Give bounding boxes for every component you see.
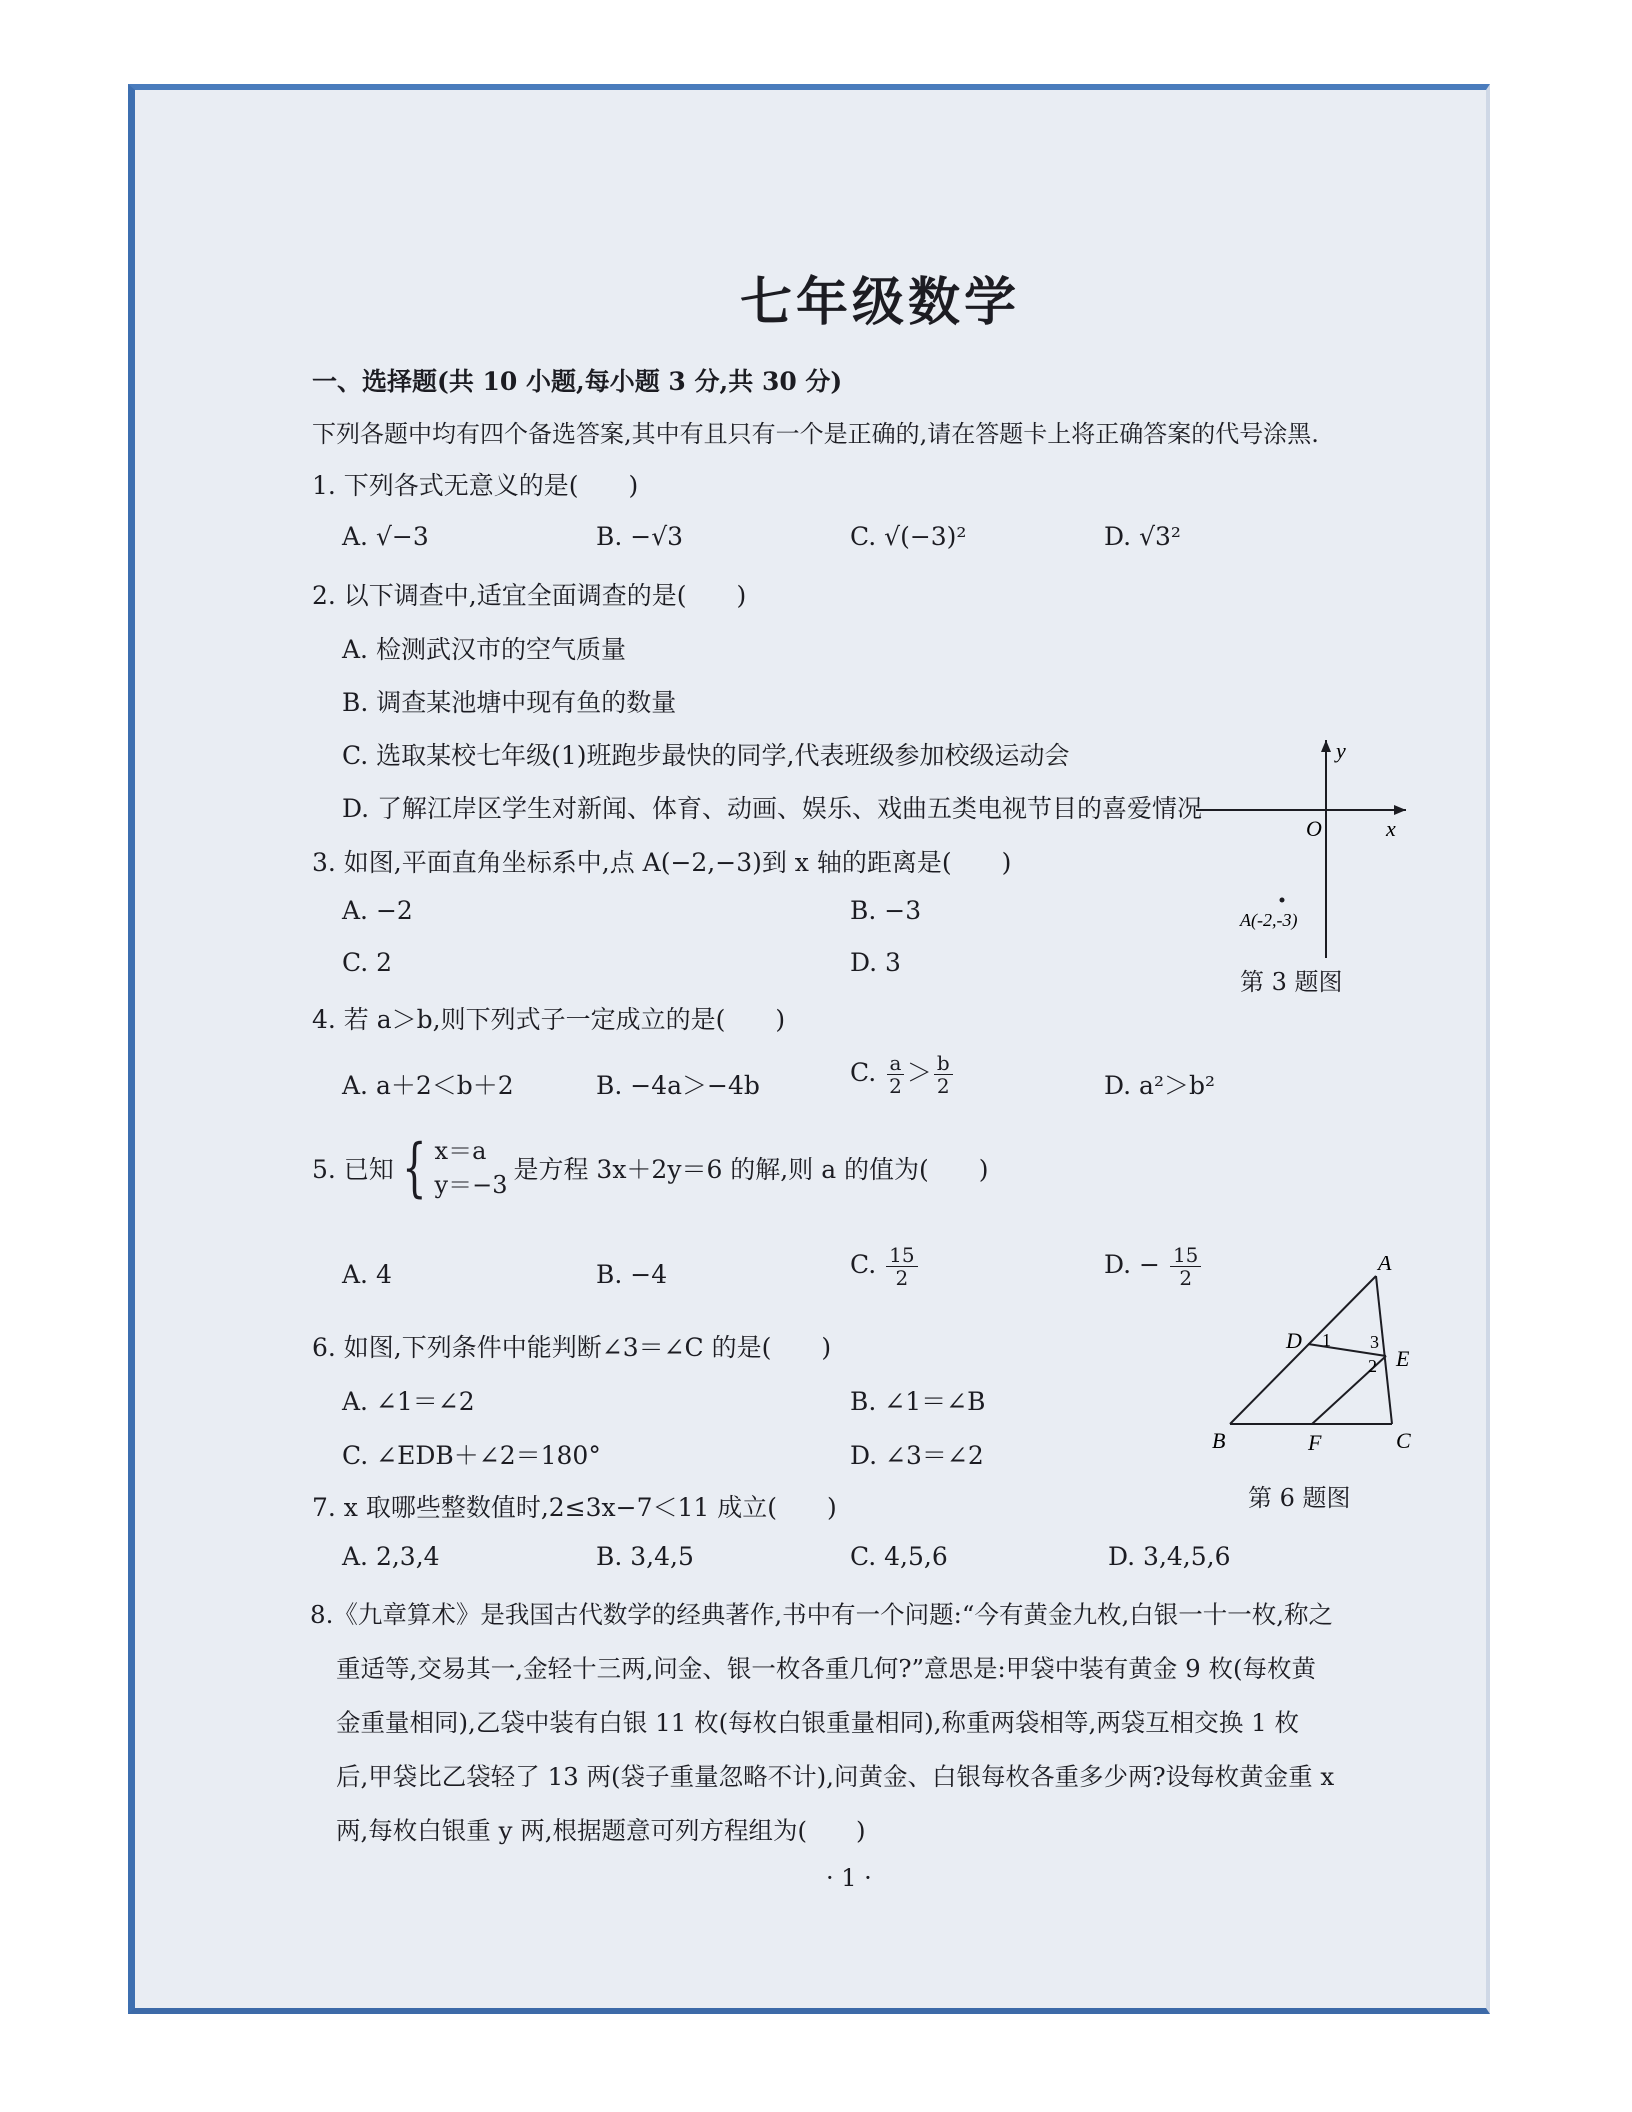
q5-option-d: D. − $\frac{15}{2}$ [1104,1244,1203,1289]
q5-option-c: C. $\frac{15}{2}$ [850,1244,920,1289]
system-brace: { [401,1131,427,1205]
q6-option-a: A. ∠1＝∠2 [342,1387,475,1416]
angle-2-label: 2 [1368,1356,1377,1376]
section-instruction: 下列各题中均有四个备选答案,其中有且只有一个是正确的,请在答题卡上将正确答案的代号涂黑. [312,420,1319,448]
q7-option-d: D. 3,4,5,6 [1108,1542,1231,1571]
vertex-a-label: A [1378,1256,1392,1275]
q3-option-b: B. −3 [850,896,922,925]
q1-option-d: D. √3² [1104,522,1181,551]
q7-option-a: A. 2,3,4 [342,1542,440,1571]
q3-stem: 3. 如图,平面直角坐标系中,点 A(−2,−3)到 x 轴的距离是( ) [312,848,1012,877]
y-axis-arrow [1321,740,1331,752]
q6-stem: 6. 如图,下列条件中能判断∠3＝∠C 的是( ) [312,1333,832,1362]
vertex-b-label: B [1212,1428,1226,1453]
q4-option-a: A. a＋2＜b＋2 [342,1071,514,1100]
vertex-c-label: C [1396,1428,1411,1453]
q6-triangle-figure [1208,1256,1438,1456]
angle-1-label: 1 [1322,1330,1331,1350]
q4-option-b: B. −4a＞−4b [596,1071,760,1100]
q4-stem: 4. 若 a＞b,则下列式子一定成立的是( ) [312,1005,786,1034]
x-axis-arrow [1394,805,1406,815]
q2-option-b: B. 调查某池塘中现有鱼的数量 [342,688,677,717]
q3-option-a: A. −2 [342,896,413,925]
q1-option-b: B. −√3 [596,522,684,551]
q8-line-5: 两,每枚白银重 y 两,根据题意可列方程组为( ) [336,1816,866,1845]
q6-option-b: B. ∠1＝∠B [850,1387,986,1416]
y-axis-label: y [1336,738,1346,763]
side-ab [1230,1276,1376,1424]
page-title: 七年级数学 [740,272,1021,333]
q7-option-c: C. 4,5,6 [850,1542,948,1571]
q5-option-b: B. −4 [596,1260,668,1289]
point-a-label: A(-2,-3) [1240,910,1298,930]
q5-option-a: A. 4 [342,1260,392,1289]
q2-option-a: A. 检测武汉市的空气质量 [342,635,626,664]
q3-option-d: D. 3 [850,948,901,977]
q3-coordinate-figure [1196,736,1416,966]
q7-option-b: B. 3,4,5 [596,1542,694,1571]
q8-line-3: 金重量相同),乙袋中装有白银 11 枚(每枚白银重量相同),称重两袋相等,两袋互相交换 1 枚 [336,1708,1299,1737]
q1-option-c: C. √(−3)² [850,522,967,551]
point-f-label: F [1308,1430,1322,1455]
q6-figure-caption: 第 6 题图 [1248,1484,1351,1512]
q8-line-2: 重适等,交易其一,金轻十三两,问金、银一枚各重几何?”意思是:甲袋中装有黄金 9 枚(每枚黄 [336,1654,1316,1683]
equation-system: x＝a y＝−3 [434,1137,508,1199]
origin-label: O [1306,816,1322,841]
q3-figure-caption: 第 3 题图 [1240,968,1343,996]
page-number: · 1 · [826,1864,872,1892]
q1-stem: 1. 下列各式无意义的是( ) [312,471,639,500]
section-heading: 一、选择题(共 10 小题,每小题 3 分,共 30 分) [312,367,843,396]
q2-option-c: C. 选取某校七年级(1)班跑步最快的同学,代表班级参加校级运动会 [342,741,1070,770]
q1-option-a: A. √−3 [342,522,429,551]
q5-stem: 5. 已知 { x＝a y＝−3 是方程 3x＋2y＝6 的解,则 a 的值为( ) [312,1131,989,1205]
x-axis-label: x [1386,816,1396,841]
q8-line-1: 8.《九章算术》是我国古代数学的经典著作,书中有一个问题:“今有黄金九枚,白银一十一枚,称之 [310,1600,1334,1629]
point-d-label: D [1286,1328,1302,1353]
q6-option-c: C. ∠EDB＋∠2＝180° [342,1441,601,1470]
q7-stem: 7. x 取哪些整数值时,2≤3x−7＜11 成立( ) [312,1493,837,1522]
q2-stem: 2. 以下调查中,适宜全面调查的是( ) [312,581,747,610]
q6-option-d: D. ∠3＝∠2 [850,1441,984,1470]
q3-option-c: C. 2 [342,948,393,977]
point-a [1280,898,1285,903]
angle-3-label: 3 [1370,1332,1379,1352]
q4-option-c: C. $\frac{a}{2}$ ＞ $\frac{b}{2}$ [850,1052,955,1097]
q2-option-d: D. 了解江岸区学生对新闻、体育、动画、娱乐、戏曲五类电视节目的喜爱情况 [342,794,1203,823]
q8-line-4: 后,甲袋比乙袋轻了 13 两(袋子重量忽略不计),问黄金、白银每枚各重多少两?设每枚黄金重 x [336,1762,1335,1791]
q4-option-d: D. a²＞b² [1104,1071,1215,1100]
point-e-label: E [1396,1346,1410,1371]
